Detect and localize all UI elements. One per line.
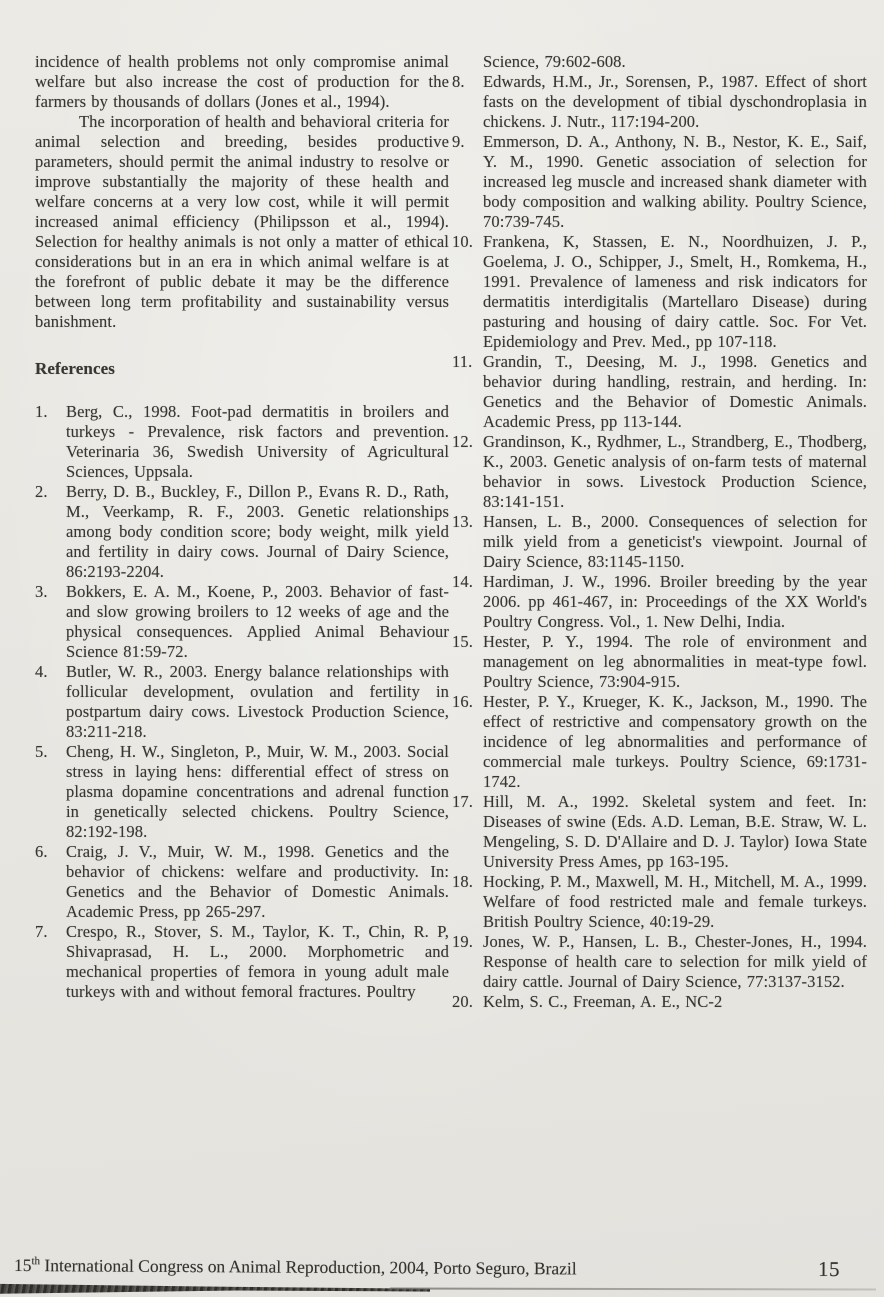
reference-text: Crespo, R., Stover, S. M., Taylor, K. T., Chin, R. P, Shivaprasad, H. L., 2000. Morphometric and mechanical properties of femora in young adult male turkeys with and without femoral fractures. Poultry <box>66 922 449 1001</box>
reference-number: 19. <box>452 932 473 951</box>
reference-text: Kelm, S. C., Freeman, A. E., NC-2 <box>483 992 723 1011</box>
reference-item <box>452 872 867 932</box>
reference-number: 14. <box>452 572 473 591</box>
reference-number: 4. <box>35 662 48 681</box>
reference-text: Jones, W. P., Hansen, L. B., Chester-Jones, H., 1994. Response of health care to selection for milk yield of dairy cattle. Journal of Dairy Science, 77:3137-3152. <box>483 932 867 991</box>
footer-congress-title: 15th International Congress on Animal Reproduction, 2004, Porto Seguro, Brazil <box>13 1255 577 1279</box>
scan-edge-line <box>390 1287 876 1290</box>
reference-text: Grandinson, K., Rydhmer, L., Strandberg, E., Thodberg, K., 2003. Genetic analysis of on-farm tests of maternal behavior in sows. Livestock Production Science, 83:141-151. <box>483 432 867 511</box>
reference-item <box>35 582 449 662</box>
reference-text: Hocking, P. M., Maxwell, M. H., Mitchell, M. A., 1999. Welfare of food restricted male and female turkeys. British Poultry Science, 40:19-29. <box>483 872 867 931</box>
reference-item <box>452 692 867 792</box>
reference-item <box>35 662 449 742</box>
reference-number: 2. <box>35 482 48 501</box>
reference-text: Hester, P. Y., 1994. The role of environment and management on leg abnormalities in meat-type fowl. Poultry Science, 73:904-915. <box>483 632 867 691</box>
reference-number: 7. <box>35 922 48 941</box>
reference-item <box>35 842 449 922</box>
reference-item <box>452 352 867 432</box>
footer-superscript: th <box>31 1255 41 1268</box>
reference-number: 11. <box>452 352 473 371</box>
reference-text: Edwards, H.M., Jr., Sorensen, P., 1987. Effect of short fasts on the development of tibial dyschondroplasia in chickens. J. Nutr., 117:194-200. <box>483 72 867 131</box>
reference-number: 6. <box>35 842 48 861</box>
reference-text: Berry, D. B., Buckley, F., Dillon P., Evans R. D., Rath, M., Veerkamp, R. F., 2003. Genetic relationships among body condition score; body weight, milk yield and fertility in dairy cows. Journal of Dairy Science, 86:2193-2204. <box>66 482 449 581</box>
page-footer <box>14 1252 840 1282</box>
reference-item <box>452 72 867 132</box>
right-column <box>452 52 867 1012</box>
reference-carryover-line: Science, 79:602-608. <box>483 52 626 71</box>
reference-text: Bokkers, E. A. M., Koene, P., 2003. Behavior of fast- and slow growing broilers to 12 weeks of age and the physical consequences. Applied Animal Behaviour Science 81:59-72. <box>66 582 449 661</box>
reference-item <box>35 742 449 842</box>
reference-text: Butler, W. R., 2003. Energy balance relationships with follicular development, ovulation and fertility in postpartum dairy cows. Livestock Production Science, 83:211-218. <box>66 662 449 741</box>
reference-text: Hansen, L. B., 2000. Consequences of selection for milk yield from a geneticist's viewpoint. Journal of Dairy Science, 83:1145-1150. <box>483 512 867 571</box>
reference-number: 20. <box>452 992 473 1011</box>
reference-item <box>452 432 867 512</box>
reference-number: 15. <box>452 632 473 651</box>
reference-item <box>452 572 867 632</box>
reference-number: 12. <box>452 432 473 451</box>
reference-number: 10. <box>452 232 473 251</box>
reference-number: 13. <box>452 512 473 531</box>
reference-text: Cheng, H. W., Singleton, P., Muir, W. M., 2003. Social stress in laying hens: differential effect of stress on plasma dopamine concentrations and adrenal function in genetically selected chickens. Poultry Science, 82:192-198. <box>66 742 449 841</box>
body-paragraph-2: The incorporation of health and behavioral criteria for animal selection and breeding, besides productive parameters, should permit the animal industry to resolve or improve substantially the majority of these health and welfare concerns at a very low cost, while it will permit increased animal efficiency (Philipsson et al., 1994). Selection for healthy animals is not only a matter of ethical considerations but in an era in which animal welfare is at the forefront of public debate it may be the difference between long term profitability and sustainability versus banishment. <box>35 112 449 331</box>
reference-text: Berg, C., 1998. Foot-pad dermatitis in broilers and turkeys - Prevalence, risk factors and prevention. Veterinaria 36, Swedish University of Agricultural Sciences, Uppsala. <box>66 402 449 481</box>
reference-item <box>452 992 867 1012</box>
reference-number: 17. <box>452 792 473 811</box>
reference-number: 9. <box>452 132 465 151</box>
reference-number: 16. <box>452 692 473 711</box>
reference-number: 3. <box>35 582 48 601</box>
reference-item <box>35 402 449 482</box>
reference-text: Hester, P. Y., Krueger, K. K., Jackson, M., 1990. The effect of restrictive and compensatory growth on the incidence of leg abnormalities and performance of commercial male turkeys. Poultry Science, 69:1731-1742. <box>483 692 867 791</box>
body-paragraph-1: incidence of health problems not only compromise animal welfare but also increase the cost of production for the farmers by thousands of dollars (Jones et al., 1994). <box>35 52 449 111</box>
reference-item <box>35 922 449 1002</box>
reference-text: Frankena, K, Stassen, E. N., Noordhuizen, J. P., Goelema, J. O., Schipper, J., Smelt, H., Romkema, H., 1991. Prevalence of lameness and risk indicators for dermatitis interdigitalis (Martellaro Disease) during pasturing and housing of dairy cattle. Soc. For Vet. Epidemiology and Prev. Med., pp 107-118. <box>483 232 867 351</box>
reference-text: Hardiman, J. W., 1996. Broiler breeding by the year 2006. pp 461-467, in: Proceedings of the XX World's Poultry Congress. Vol., 1. New Delhi, India. <box>483 572 867 631</box>
references-heading: References <box>35 359 115 378</box>
reference-item <box>452 132 867 232</box>
page-number: 15 <box>817 1256 841 1282</box>
reference-item <box>452 232 867 352</box>
reference-text: Craig, J. V., Muir, W. M., 1998. Genetics and the behavior of chickens: welfare and productivity. In: Genetics and the Behavior of Domestic Animals. Academic Press, pp 265-297. <box>66 842 449 921</box>
reference-number: 8. <box>452 72 465 91</box>
reference-item <box>452 792 867 872</box>
reference-text: Hill, M. A., 1992. Skeletal system and feet. In: Diseases of swine (Eds. A.D. Leman, B.E. Straw, W. L. Mengeling, S. D. D'Allaire and D. J. Taylor) Iowa State University Press Ames, pp 163-195. <box>483 792 867 871</box>
reference-item <box>452 932 867 992</box>
reference-number: 5. <box>35 742 48 761</box>
reference-text: Emmerson, D. A., Anthony, N. B., Nestor, K. E., Saif, Y. M., 1990. Genetic association of selection for increased leg muscle and increased shank diameter with body composition and walking ability. Poultry Science, 70:739-745. <box>483 132 867 231</box>
reference-item <box>452 632 867 692</box>
reference-item <box>452 512 867 572</box>
reference-number: 18. <box>452 872 473 891</box>
scan-edge-artifact <box>0 1283 430 1294</box>
reference-text: Grandin, T., Deesing, M. J., 1998. Genetics and behavior during handling, restrain, and herding. In: Genetics and the Behavior of Domestic Animals. Academic Press, pp 113-144. <box>483 352 867 431</box>
left-column <box>35 52 449 1002</box>
reference-item <box>35 482 449 582</box>
reference-number: 1. <box>35 402 48 421</box>
